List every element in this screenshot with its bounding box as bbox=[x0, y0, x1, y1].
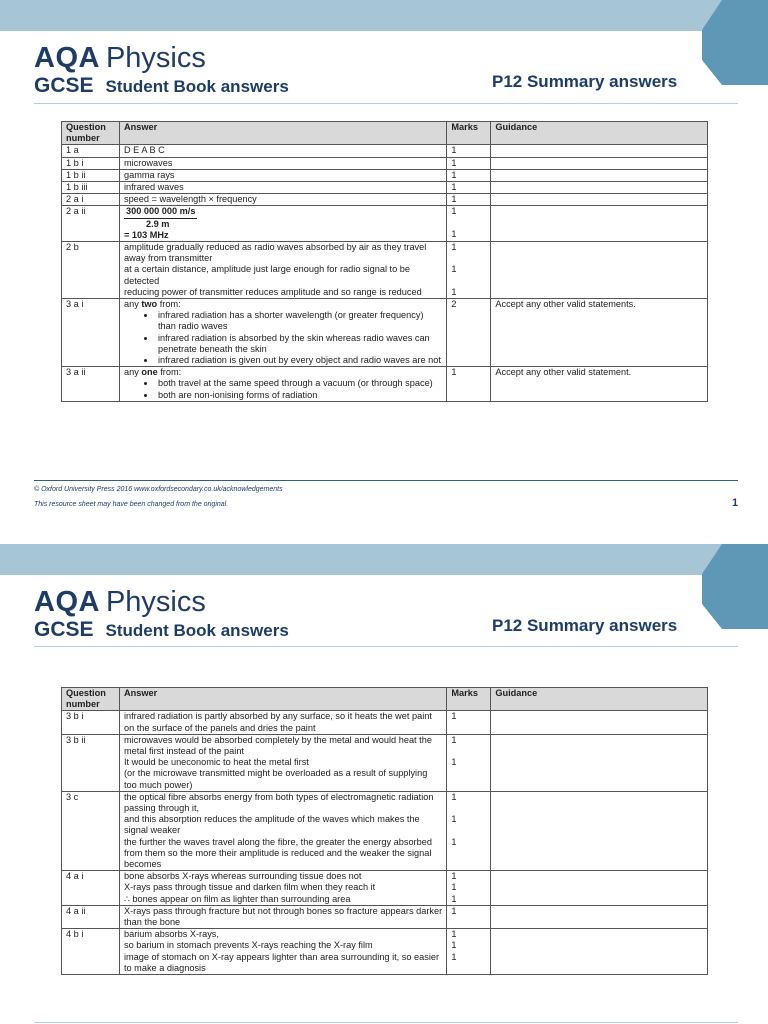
subtitle: Student Book answers bbox=[105, 77, 289, 96]
col-guidance: Guidance bbox=[491, 688, 708, 711]
mark-value: 1 bbox=[451, 929, 457, 940]
mark-value bbox=[451, 746, 486, 757]
col-question: Question number bbox=[62, 122, 120, 145]
table-row bbox=[62, 929, 708, 975]
table-header-row bbox=[62, 122, 708, 145]
guidance-cell bbox=[491, 182, 708, 194]
mark-value: 1 bbox=[451, 286, 457, 297]
guidance-cell: Accept any other valid statements. bbox=[491, 299, 708, 367]
mark-value bbox=[451, 803, 486, 814]
answer-line: so barium in stomach prevents X-rays reaching the X-ray film bbox=[123, 940, 373, 951]
answer-bullet: • both are non-ionising forms of radiation bbox=[156, 390, 442, 401]
marks-cell bbox=[447, 145, 491, 157]
brand-title bbox=[34, 586, 206, 619]
answer-cell bbox=[119, 791, 446, 870]
table-row bbox=[62, 791, 708, 870]
summary-title: P12 Summary answers bbox=[492, 616, 678, 635]
answer-line: and this absorption reduces the amplitude of the waves which makes the signal weaker bbox=[123, 814, 420, 836]
answer-line: X-rays pass through tissue and darken film when they reach it bbox=[123, 882, 376, 893]
mark-value: 1 bbox=[451, 814, 457, 825]
mark-value: 1 bbox=[451, 757, 457, 768]
question-cell: 3 a i bbox=[62, 299, 120, 367]
mark-value bbox=[451, 825, 486, 836]
mark-value: 1 bbox=[451, 206, 457, 217]
table-row bbox=[62, 169, 708, 181]
mark-value: 1 bbox=[451, 182, 457, 193]
guidance-cell bbox=[491, 157, 708, 169]
answer-cell bbox=[119, 871, 446, 906]
table-row bbox=[62, 145, 708, 157]
answer-line: X-rays pass through fracture but not through bones so fracture appears darker than the bone bbox=[123, 905, 443, 928]
answer-cell bbox=[119, 929, 446, 975]
question-cell: 4 a i bbox=[62, 871, 120, 906]
answer-cell bbox=[119, 367, 446, 402]
answer-line: ∴ bones appear on film as lighter than surrounding area bbox=[123, 893, 351, 904]
guidance-cell bbox=[491, 242, 708, 299]
answer-line: (or the microwave transmitted might be overloaded as a result of supplying too much power) bbox=[123, 768, 428, 790]
brand-subtitle bbox=[34, 74, 289, 98]
answer-bullet: • infrared radiation is absorbed by the skin whereas radio waves can penetrate beneath the skin bbox=[156, 333, 442, 355]
mark-value: 1 bbox=[451, 194, 457, 205]
mark-value: 1 bbox=[451, 882, 457, 893]
marks-cell bbox=[447, 194, 491, 206]
answer-lead: any two from: bbox=[123, 299, 181, 310]
answer-line: the further the waves travel along the fibre, the greater the energy absorbed from them so the more their amplitude is reduced and the weaker the signal becomes bbox=[123, 836, 432, 870]
mark-value: 1 bbox=[451, 264, 457, 275]
guidance-cell bbox=[491, 711, 708, 734]
corner-decoration bbox=[702, 544, 768, 629]
col-guidance: Guidance bbox=[491, 122, 708, 145]
summary-title: P12 Summary answers bbox=[492, 72, 678, 91]
mark-value: 1 bbox=[451, 145, 457, 156]
marks-cell bbox=[447, 929, 491, 975]
footer-copyright: © Oxford University Press 2016 www.oxfordsecondary.co.uk/acknowledgements bbox=[34, 486, 283, 493]
marks-cell bbox=[447, 182, 491, 194]
guidance-cell bbox=[491, 194, 708, 206]
header-band bbox=[0, 0, 768, 31]
answer-line: at a certain distance, amplitude just large enough for radio signal to be detected bbox=[123, 264, 410, 286]
question-cell: 3 b i bbox=[62, 711, 120, 734]
mark-value: 1 bbox=[451, 893, 457, 904]
table-row bbox=[62, 734, 708, 791]
table-row bbox=[62, 242, 708, 299]
table-row bbox=[62, 157, 708, 169]
question-cell: 3 c bbox=[62, 791, 120, 870]
fraction-denominator: 2.9 m bbox=[145, 218, 170, 229]
table-row bbox=[62, 367, 708, 402]
answer-line: microwaves bbox=[123, 157, 173, 168]
question-cell: 1 a bbox=[62, 145, 120, 157]
table-row bbox=[62, 194, 708, 206]
marks-cell bbox=[447, 299, 491, 367]
table-row bbox=[62, 905, 708, 928]
answer-line: gamma rays bbox=[123, 169, 175, 180]
marks-cell bbox=[447, 791, 491, 870]
answer-cell bbox=[119, 242, 446, 299]
answer-line: image of stomach on X-ray appears lighter than area surrounding it, so easier to make a diagnosis bbox=[123, 951, 440, 973]
question-cell: 2 a ii bbox=[62, 206, 120, 242]
guidance-cell bbox=[491, 734, 708, 791]
corner-decoration bbox=[702, 0, 768, 85]
answer-bullet: • infrared radiation is given out by every object and radio waves are not bbox=[156, 355, 442, 366]
table-header-row bbox=[62, 688, 708, 711]
marks-cell bbox=[447, 734, 491, 791]
subtitle: Student Book answers bbox=[105, 621, 289, 640]
header-band bbox=[0, 544, 768, 575]
marks-cell bbox=[447, 157, 491, 169]
marks-cell bbox=[447, 905, 491, 928]
question-cell: 4 a ii bbox=[62, 905, 120, 928]
mark-value: 1 bbox=[451, 940, 457, 951]
answer-bullet: • both travel at the same speed through a vacuum (or through space) bbox=[156, 378, 442, 389]
mark-value: 1 bbox=[451, 791, 457, 802]
answers-table-page-2 bbox=[61, 687, 708, 975]
answer-cell bbox=[119, 182, 446, 194]
fraction-numerator: 300 000 000 m/s bbox=[124, 206, 197, 218]
header-divider bbox=[34, 103, 738, 104]
answer-bullet: • infrared radiation has a shorter wavelength (or greater frequency) than radio waves bbox=[156, 310, 442, 332]
guidance-cell bbox=[491, 929, 708, 975]
guidance-cell bbox=[491, 169, 708, 181]
guidance-cell bbox=[491, 145, 708, 157]
guidance-cell bbox=[491, 206, 708, 242]
answer-cell bbox=[119, 169, 446, 181]
footer-divider bbox=[34, 480, 738, 481]
answer-line: the optical fibre absorbs energy from both types of electromagnetic radiation passing through it, bbox=[123, 791, 434, 814]
table-row bbox=[62, 182, 708, 194]
page-number: 1 bbox=[732, 497, 739, 509]
mark-value: 1 bbox=[451, 836, 457, 847]
answer-cell bbox=[119, 157, 446, 169]
guidance-cell: Accept any other valid statement. bbox=[491, 367, 708, 402]
answer-cell bbox=[119, 711, 446, 734]
table-row bbox=[62, 871, 708, 906]
mark-value: 1 bbox=[451, 951, 457, 962]
guidance-cell bbox=[491, 871, 708, 906]
page-gap bbox=[0, 530, 768, 544]
mark-value: 1 bbox=[451, 871, 457, 882]
table-row bbox=[62, 299, 708, 367]
marks-cell bbox=[447, 206, 491, 242]
fraction-result: = 103 MHz bbox=[123, 229, 169, 240]
answer-line: reducing power of transmitter reduces amplitude and so range is reduced bbox=[123, 286, 422, 297]
question-cell: 2 a i bbox=[62, 194, 120, 206]
answer-line: microwaves would be absorbed completely by the metal and would heat the metal first instead of the paint bbox=[123, 734, 432, 757]
brand-gcse: GCSE bbox=[34, 74, 94, 97]
question-cell: 2 b bbox=[62, 242, 120, 299]
table-row bbox=[62, 206, 708, 242]
mark-value bbox=[451, 218, 486, 229]
brand-subtitle bbox=[34, 618, 289, 642]
answers-table-page-1 bbox=[61, 121, 708, 402]
marks-cell bbox=[447, 242, 491, 299]
question-cell: 4 b i bbox=[62, 929, 120, 975]
col-question: Question number bbox=[62, 688, 120, 711]
question-cell: 1 b iii bbox=[62, 182, 120, 194]
brand-aqa: AQA bbox=[34, 42, 100, 74]
mark-value: 1 bbox=[451, 157, 457, 168]
answer-line: It would be uneconomic to heat the metal first bbox=[123, 757, 309, 768]
answer-line: infrared radiation is partly absorbed by any surface, so it heats the wet paint on the surface of the panels and dries the paint bbox=[123, 711, 432, 733]
answer-cell bbox=[119, 194, 446, 206]
mark-value: 1 bbox=[451, 734, 457, 745]
answer-line: bone absorbs X-rays whereas surrounding tissue does not bbox=[123, 871, 362, 882]
marks-cell bbox=[447, 169, 491, 181]
guidance-cell bbox=[491, 791, 708, 870]
marks-cell bbox=[447, 871, 491, 906]
question-cell: 3 b ii bbox=[62, 734, 120, 791]
table-row bbox=[62, 711, 708, 734]
mark-value: 1 bbox=[451, 905, 457, 916]
brand-title bbox=[34, 42, 206, 75]
mark-value bbox=[451, 276, 486, 287]
answer-cell bbox=[119, 299, 446, 367]
answer-cell bbox=[119, 206, 446, 242]
answer-line: speed = wavelength × frequency bbox=[123, 194, 257, 205]
answer-lead: any one from: bbox=[123, 367, 182, 378]
mark-value: 1 bbox=[451, 169, 457, 180]
footer-divider bbox=[34, 1022, 738, 1023]
page-2 bbox=[0, 544, 768, 1024]
marks-cell bbox=[447, 367, 491, 402]
question-cell: 3 a ii bbox=[62, 367, 120, 402]
mark-value: 1 bbox=[451, 367, 457, 378]
answer-line: amplitude gradually reduced as radio waves absorbed by air as they travel away from transmitter bbox=[123, 242, 427, 264]
question-cell: 1 b i bbox=[62, 157, 120, 169]
mark-value: 1 bbox=[451, 242, 457, 253]
brand-physics: Physics bbox=[105, 586, 206, 618]
brand-gcse: GCSE bbox=[34, 618, 94, 641]
answer-cell bbox=[119, 734, 446, 791]
answer-bullets bbox=[124, 378, 442, 400]
answer-line: D E A B C bbox=[123, 145, 165, 156]
brand-physics: Physics bbox=[105, 42, 206, 74]
col-answer: Answer bbox=[119, 688, 446, 711]
footer-changed-note: This resource sheet may have been changed from the original. bbox=[34, 501, 229, 508]
answer-cell bbox=[119, 145, 446, 157]
mark-value bbox=[451, 253, 486, 264]
col-marks: Marks bbox=[447, 688, 491, 711]
mark-value: 1 bbox=[451, 228, 457, 239]
marks-cell bbox=[447, 711, 491, 734]
answer-line: infrared waves bbox=[123, 182, 184, 193]
mark-value: 1 bbox=[451, 711, 457, 722]
answer-cell bbox=[119, 905, 446, 928]
col-marks: Marks bbox=[447, 122, 491, 145]
header-divider bbox=[34, 646, 738, 647]
question-cell: 1 b ii bbox=[62, 169, 120, 181]
answer-bullets bbox=[124, 310, 442, 366]
col-answer: Answer bbox=[119, 122, 446, 145]
guidance-cell bbox=[491, 905, 708, 928]
mark-value: 2 bbox=[451, 299, 457, 310]
answer-line: barium absorbs X-rays, bbox=[123, 929, 219, 940]
brand-aqa: AQA bbox=[34, 586, 100, 618]
